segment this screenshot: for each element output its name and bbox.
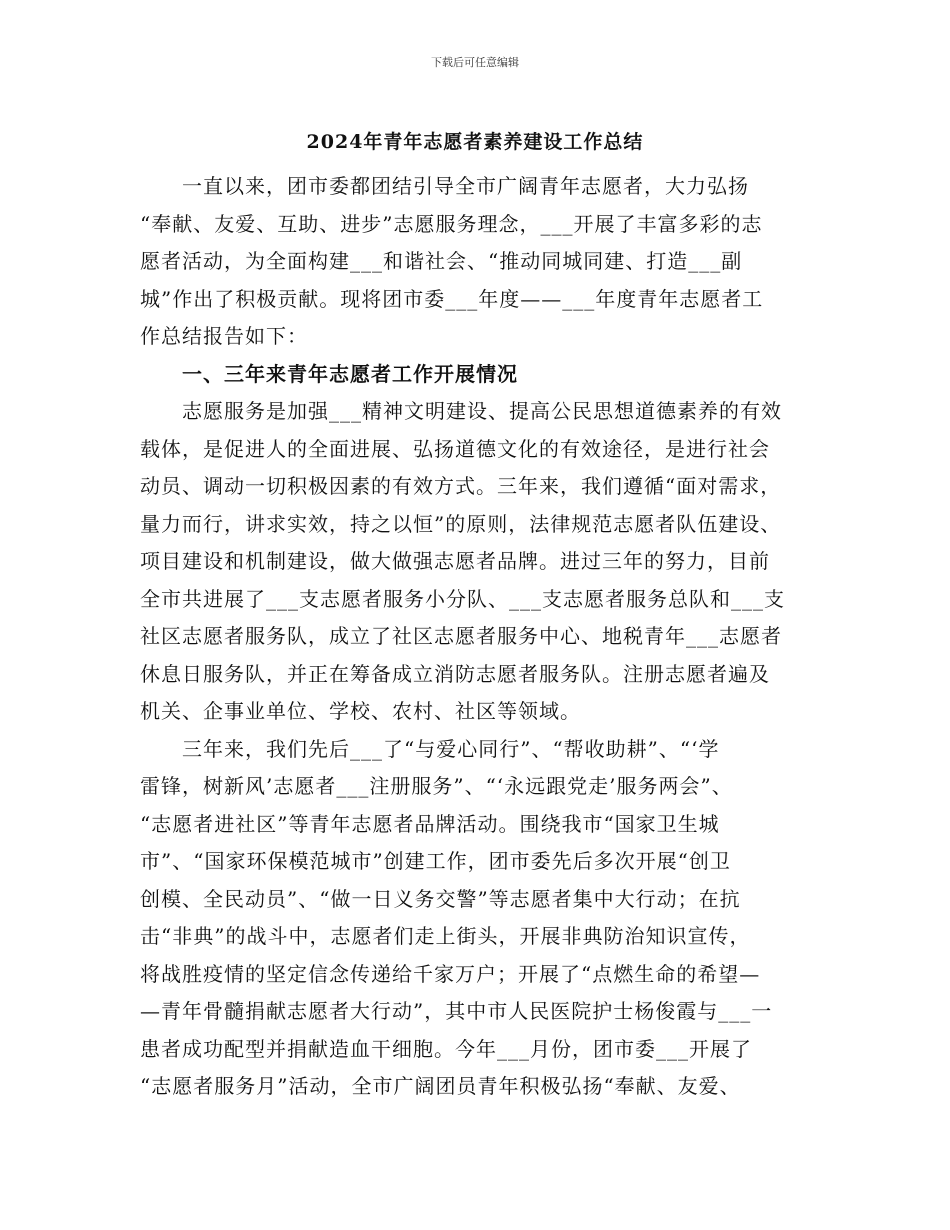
body-line: “志愿者进社区”等青年志愿者品牌活动。围绕我市“国家卫生城 [140, 811, 720, 836]
body-line: —青年骨髓捐献志愿者大行动”，其中市人民医院护士杨俊霞与___一 [140, 999, 773, 1023]
document-body [140, 168, 815, 1106]
body-line: 项目建设和机制建设，做大做强志愿者品牌。进过三年的努力，目前 [140, 549, 770, 573]
header-note: 下载后可任意编辑 [431, 56, 519, 69]
body-line: “志愿者服务月”活动，全市广阔团员青年积极弘扬“奉献、友爱、 [140, 1074, 741, 1098]
body-line: 创模、全民动员”、“做一日义务交警”等志愿者集中大行动；在抗 [140, 886, 741, 911]
body-line: 将战胜疫情的坚定信念传递给千家万户；开展了“点燃生命的希望— [140, 961, 761, 986]
body-line: 志愿服务是加强___精神文明建设、提高公民思想道德素养的有效 [140, 399, 782, 423]
body-line: 雷锋，树新风’志愿者___注册服务”、“‘永远跟党走’服务两会”、 [140, 774, 733, 798]
body-line: 愿者活动，为全面构建___和谐社会、“推动同城同建、打造___副 [140, 249, 743, 273]
body-line: 市”、“国家环保模范城市”创建工作，团市委先后多次开展“创卫 [140, 849, 731, 873]
body-line: 患者成功配型并捐献造血干细胞。今年___月份，团市委___开展了 [140, 1036, 752, 1061]
body-line: 三年来，我们先后___了“与爱心同行”、“帮收助耕”、“‘学 [140, 736, 720, 761]
body-line: 城”作出了积极贡献。现将团市委___年度——___年度青年志愿者工 [140, 286, 764, 311]
body-line: 一直以来，团市委都团结引导全市广阔青年志愿者，大力弘扬 [140, 174, 749, 198]
body-line: “奉献、友爱、互助、进步”志愿服务理念，___开展了丰富多彩的志 [140, 211, 763, 236]
body-line: 全市共进展了___支志愿者服务小分队、___支志愿者服务总队和___支 [140, 586, 785, 611]
section-heading: 一、三年来青年志愿者工作开展情况 [140, 361, 518, 386]
body-line: 载体，是促进人的全面进展、弘扬道德文化的有效途径，是进行社会 [140, 436, 770, 461]
body-line: 休息日服务队，并正在筹备成立消防志愿者服务队。注册志愿者遍及 [140, 661, 770, 686]
body-line: 作总结报告如下： [140, 324, 308, 348]
body-line: 社区志愿者服务队，成立了社区志愿者服务中心、地税青年___志愿者 [140, 624, 782, 648]
document-title: 2024年青年志愿者素养建设工作总结 [306, 131, 644, 153]
body-line: 量力而行，讲求实效，持之以恒”的原则，法律规范志愿者队伍建设、 [140, 511, 782, 536]
body-line: 击“非典”的战斗中，志愿者们走上街头，开展非典防治知识宣传， [140, 924, 751, 948]
body-line: 动员、调动一切积极因素的有效方式。三年来，我们遵循“面对需求， [140, 474, 782, 498]
body-line: 机关、企事业单位、学校、农村、社区等领域。 [140, 699, 581, 723]
